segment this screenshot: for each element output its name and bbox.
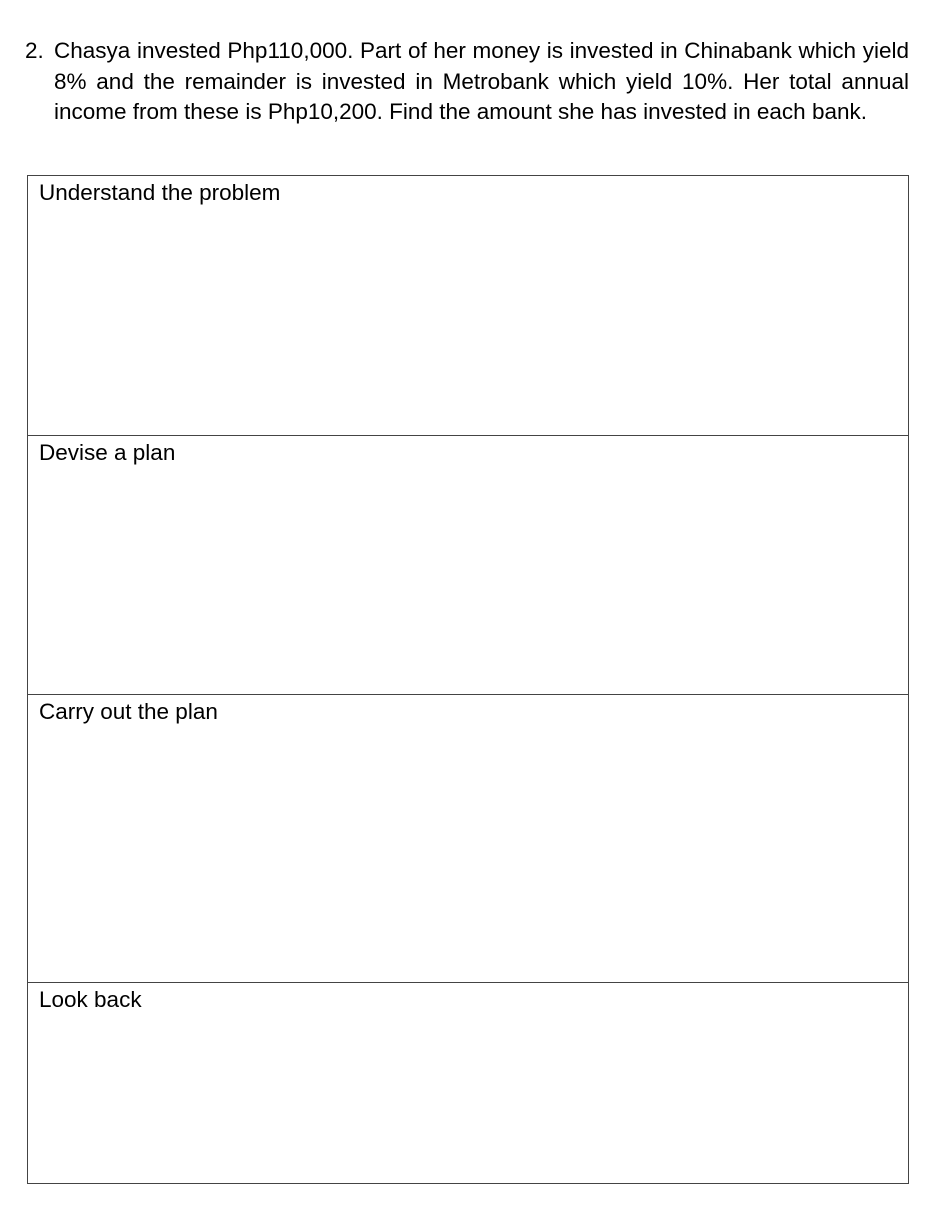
step-row-carry-out (28, 695, 909, 983)
problem-solving-table (27, 175, 909, 1184)
step-row-devise (28, 436, 909, 695)
step-label-carry-out: Carry out the plan (39, 699, 218, 724)
step-label-look-back: Look back (39, 987, 142, 1012)
step-cell-carry-out[interactable] (28, 695, 909, 983)
step-cell-look-back[interactable] (28, 983, 909, 1184)
problem-statement (25, 36, 909, 128)
step-label-devise: Devise a plan (39, 440, 176, 465)
step-cell-devise[interactable] (28, 436, 909, 695)
step-row-look-back (28, 983, 909, 1184)
problem-number: 2. (25, 38, 44, 63)
step-label-understand: Understand the problem (39, 180, 281, 205)
problem-text: Chasya invested Php110,000. Part of her money is invested in Chinabank which yield 8% and the remainder is invested in Metrobank which yield 10%. Her total annual income from these is Php10,200. Find the amount she has invested in each bank. (54, 38, 909, 124)
step-row-understand (28, 176, 909, 436)
step-cell-understand[interactable] (28, 176, 909, 436)
